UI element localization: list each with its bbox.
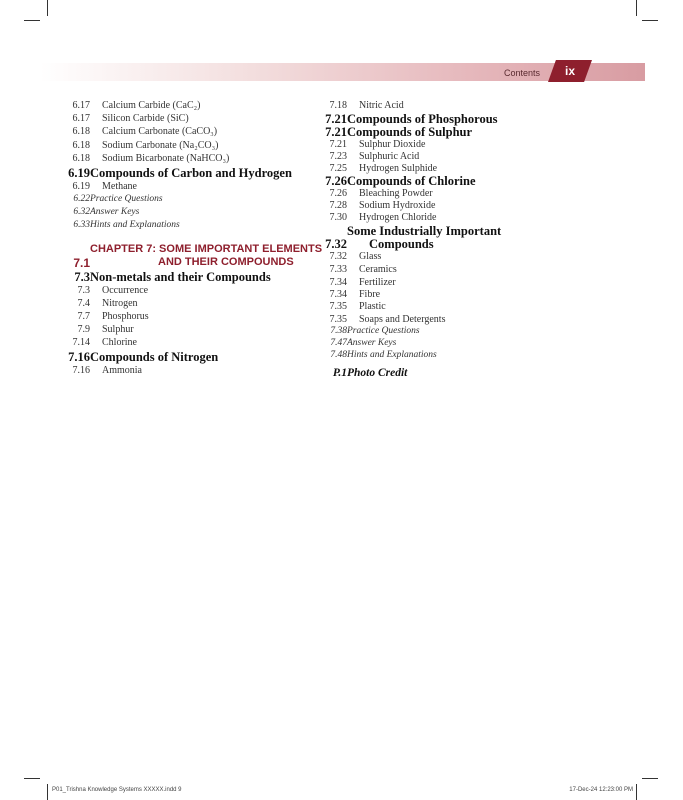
header-contents-label: Contents bbox=[504, 68, 541, 78]
toc-right-column: Nitric Acid 7.18 Compounds of Phosphorous 7.21 Compounds of Sulphur 7.21 Sulphur Dioxide 7.21 Sulphuric Acid 7.23 Hydrogen Sulphide 7.25 Compounds of Chlorine 7.26 Bleaching Powder 7.26 Sodium Hydroxide 7.28 Hydrogen Chloride 7.30 Some Industrially Important Compounds 7.32 Glass 7.32 Ceramics 7.33 Fertilizer 7.34 Fibre 7.34 Plastic 7.35 Soaps and Detergents 7.35 Practice Questions 7.38 Answer Keys 7.47 Hints and Explanations 7.48 Photo Credit P.1 bbox=[325, 100, 502, 379]
footer-timestamp: 17-Dec-24 12:23:00 PM bbox=[569, 787, 633, 793]
footer-file-info: P01_Trishna Knowledge Systems XXXXX.indd 9 bbox=[52, 787, 182, 793]
toc-left-column: Calcium Carbide (CaC₂) 6.17 Silicon Carbide (SiC) 6.17 Calcium Carbonate (CaCO₃) 6.18 Sodium Carbonate (Na₂CO₃) 6.18 Sodium Bicarbonate (NaHCO₃) 6.18 Compounds of Carbon and Hydrogen 6.19 Methane 6.19 Practice Questions 6.22 Answer Keys 6.32 Hints and Explanations 6.33 CHAPTER 7: SOME IMPORTANT ELEMENTS AND THEIR COMPOUNDS 7.1 Non-metals and their Compounds 7.3 Occurrence 7.3 Nitrogen 7.4 Phosphorus 7.7 Sulphur 7.9 Chlorine 7.14 Compounds of Nitrogen 7.16 Ammonia 7.16 bbox=[68, 100, 323, 376]
header-page-number: ix bbox=[564, 64, 575, 78]
crop-mark bbox=[642, 778, 658, 779]
crop-mark bbox=[24, 20, 40, 21]
crop-mark bbox=[47, 0, 48, 16]
crop-mark bbox=[642, 20, 658, 21]
crop-mark bbox=[636, 0, 637, 16]
crop-mark bbox=[47, 784, 48, 800]
crop-mark bbox=[24, 778, 40, 779]
crop-mark bbox=[636, 784, 637, 800]
